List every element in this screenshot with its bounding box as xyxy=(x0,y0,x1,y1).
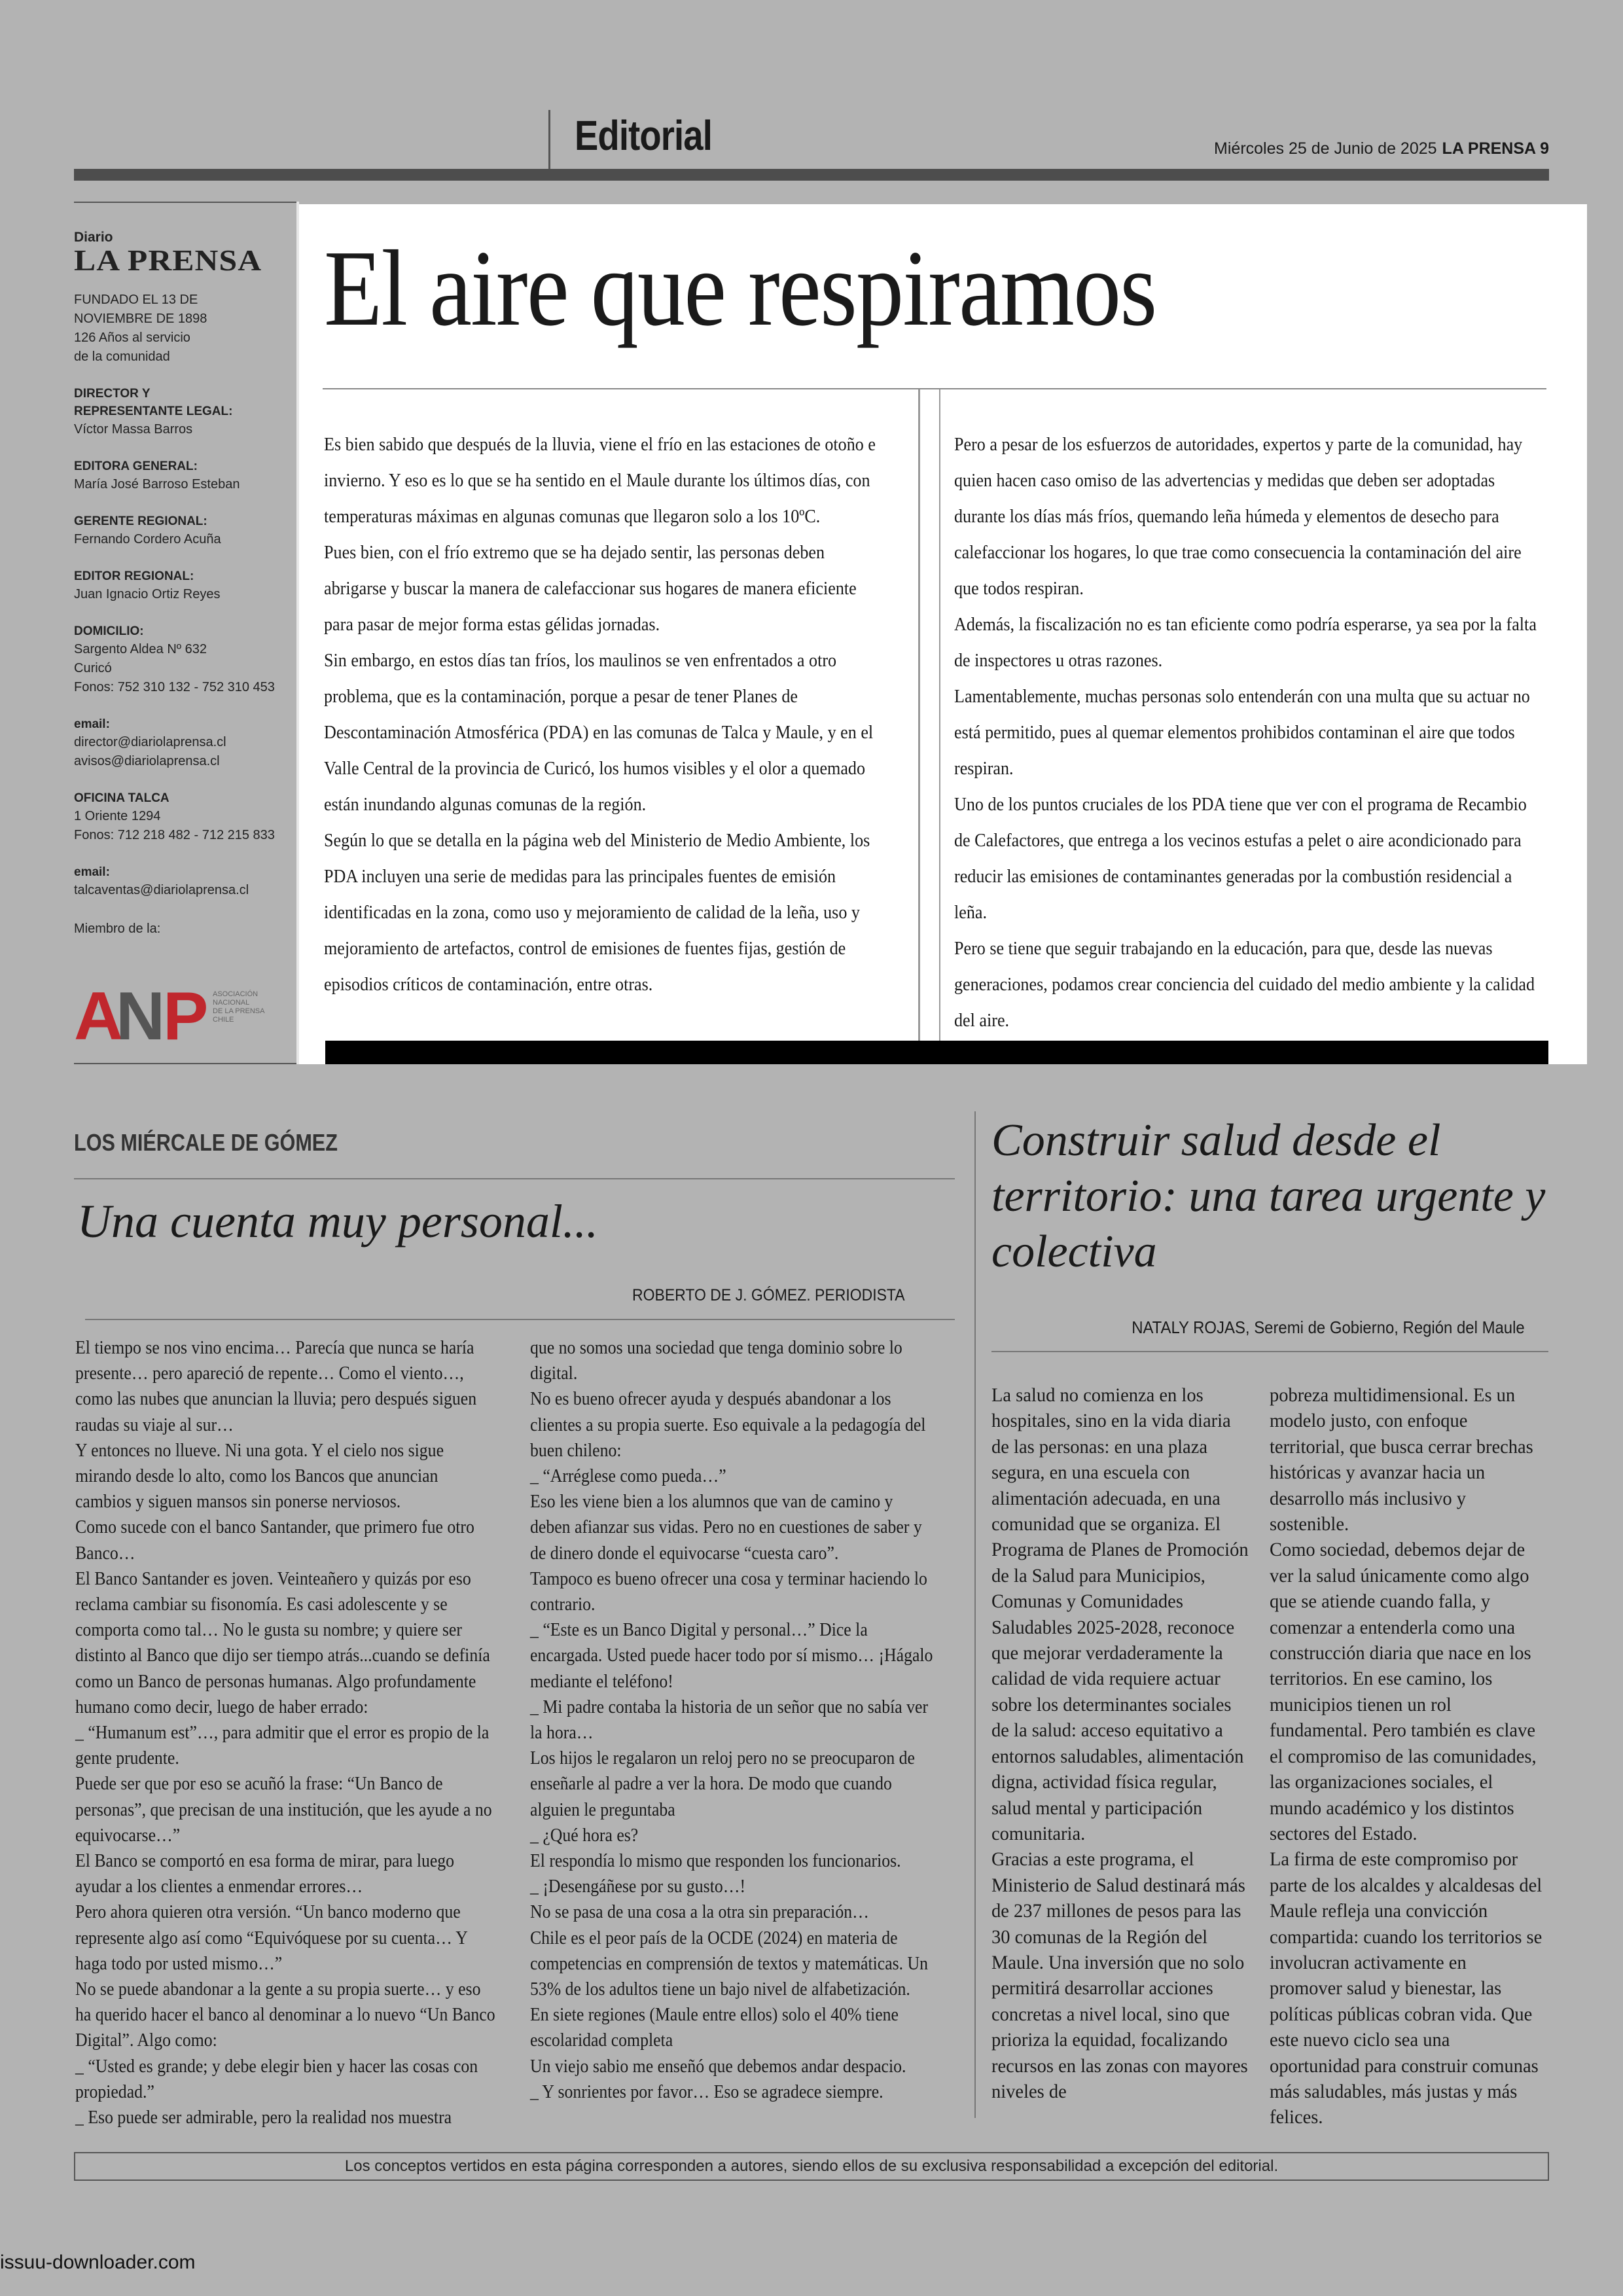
paragraph: Los hijos le regalaron un reloj pero no se preocuparon de enseñarle al padre a ver la hora. De modo que cuando alguien le preguntaba xyxy=(530,1748,915,1820)
staff-label: email: xyxy=(74,717,110,731)
sidebar-top-rule xyxy=(74,202,296,203)
staff-value: director@diariolaprensa.cl avisos@diariolaprensa.cl xyxy=(74,735,226,768)
anp-logo xyxy=(74,980,277,1043)
column-rule xyxy=(74,1178,955,1179)
section-title: Editorial xyxy=(575,112,712,159)
editorial-bottom-bar xyxy=(325,1041,1548,1064)
paragraph: Además, la fiscalización no es tan eficiente como podría esperarse, ya sea por la falta de inspectores u otras razones. xyxy=(954,614,1537,671)
editorial-title: El aire que respiramos xyxy=(324,228,1156,348)
editorial-column-1 xyxy=(324,427,889,1003)
column-title: Una cuenta muy personal... xyxy=(77,1195,598,1247)
paragraph: Pero se tiene que seguir trabajando en la educación, para que, desde las nuevas generaciones, podamos crear conciencia del cuidado del medio ambiente y la calidad del aire. xyxy=(954,938,1535,1031)
column-divider xyxy=(974,1111,976,2118)
paragraph: _ Mi padre contaba la historia de un señor que no sabía ver la hora… xyxy=(530,1696,929,1744)
masthead-brand: LA PRENSA xyxy=(74,243,262,277)
column-rule xyxy=(85,1319,955,1320)
paragraph: _ Eso puede ser admirable, pero la realidad nos muestra xyxy=(75,2108,452,2128)
editorial-title-rule xyxy=(323,388,1546,389)
paragraph: Como sucede con el banco Santander, que primero fue otro Banco… xyxy=(75,1517,474,1564)
paragraph: El tiempo se nos vino encima… Parecía que nunca se haría presente… pero apareció de repente… Como el viento…, como las nubes que anuncian la lluvia; pero después siguen raudas su viaje al sur… xyxy=(75,1338,477,1435)
anp-logo-letter-a: A xyxy=(74,980,124,1043)
anp-logo-letter-p: P xyxy=(163,980,209,1043)
page-number: LA PRENSA 9 xyxy=(1442,139,1549,158)
watermark: issuu-downloader.com xyxy=(0,2251,196,2273)
paragraph: Sin embargo, en estos días tan fríos, los maulinos se ven enfrentados a otro problema, que es la contaminación, porque a pesar de tener Planes de Descontaminación Atmosférica (PDA) en las comunas de Talca y Maule, y en el Valle Central de la provincia de Curicó, los humos visibles y el olor a quemado están inundando algunas comunas de la región. xyxy=(324,650,874,815)
sidebar-bottom-rule xyxy=(74,1063,296,1064)
header-divider xyxy=(548,110,550,174)
paragraph: No es bueno ofrecer ayuda y después abandonar a los clientes a su propia suerte. Eso equivale a la pedagogía del buen chileno: xyxy=(530,1389,926,1461)
opinion-rule xyxy=(991,1351,1548,1352)
svg-text:ASOCIACIÓN: ASOCIACIÓN xyxy=(213,990,259,998)
paragraph: Es bien sabido que después de la lluvia, viene el frío en las estaciones de otoño e invierno. Y eso es lo que se ha sentido en el Maule durante los últimos días, con temperaturas máximas en algunas comunas que llegaron solo a los 10ºC. xyxy=(324,434,876,527)
staff-value: Sargento Aldea Nº 632 Curicó Fonos: 752 310 132 - 752 310 453 xyxy=(74,642,275,694)
svg-text:CHILE: CHILE xyxy=(213,1016,234,1024)
disclaimer: Los conceptos vertidos en esta página corresponden a autores, siendo ellos de su exclusiva responsabilidad a excepción del editorial. xyxy=(74,2152,1549,2181)
column-byline: ROBERTO DE J. GÓMEZ. PERIODISTA xyxy=(632,1286,905,1304)
column-kicker: LOS MIÉRCALE DE GÓMEZ xyxy=(74,1129,338,1156)
staff-label: EDITORA GENERAL: xyxy=(74,459,198,473)
anp-logo-letter-n: N xyxy=(116,980,166,1043)
paragraph: En siete regiones (Maule entre ellos) solo el 40% tiene escolaridad completa xyxy=(530,2005,899,2051)
paragraph: No se pasa de una cosa a la otra sin preparación… xyxy=(530,1902,869,1923)
staff-value: María José Barroso Esteban xyxy=(74,477,240,492)
staff-label: DOMICILIO: xyxy=(74,624,144,638)
paragraph: Puede ser que por eso se acuñó la frase: “Un Banco de personas”, que precisan de una institución, que les ayude a no equivocarse…” xyxy=(75,1774,492,1846)
paragraph: Tampoco es bueno ofrecer una cosa y terminar haciendo lo contrario. xyxy=(530,1568,927,1615)
paragraph: _ “Arréglese como pueda…” xyxy=(530,1466,726,1487)
paragraph: El respondía lo mismo que responden los funcionarios. xyxy=(530,1851,901,1872)
staff-value: 1 Oriente 1294 Fonos: 712 218 482 - 712 215 833 xyxy=(74,809,275,842)
paragraph: _ ¡Desengáñese por su gusto…! xyxy=(530,1876,746,1897)
paragraph: Chile es el peor país de la OCDE (2024) en materia de competencias en comprensión de textos y matemáticas. Un 53% de los adultos tiene un bajo nivel de alfabetización. xyxy=(530,1928,929,2000)
staff-label: DIRECTOR Y REPRESENTANTE LEGAL: xyxy=(74,387,233,418)
anp-logo-text xyxy=(213,990,265,1024)
header-bar xyxy=(74,169,1549,181)
staff-label: EDITOR REGIONAL: xyxy=(74,569,194,583)
paragraph: Gracias a este programa, el Ministerio de Salud destinará más de 237 millones de pesos para las 30 comunas de la Región del Maule. Una inversión que no solo permitirá desarrollar acciones concretas a nivel local, sino que prioriza la equidad, focalizando recursos en las zonas con mayores niveles de xyxy=(991,1848,1248,2102)
staff-label: email: xyxy=(74,865,110,879)
member-of-label: Miembro de la: xyxy=(74,922,161,936)
editorial-column-2 xyxy=(954,427,1543,1039)
opinion-body-2 xyxy=(1270,1382,1543,2130)
masthead-diario: Diario xyxy=(74,230,113,245)
staff-value: talcaventas@diariolaprensa.cl xyxy=(74,883,249,897)
svg-text:DE LA PRENSA: DE LA PRENSA xyxy=(213,1007,265,1015)
staff-value: Víctor Massa Barros xyxy=(74,422,193,437)
opinion-byline: NATALY ROJAS, Seremi de Gobierno, Región del Maule xyxy=(1132,1318,1525,1337)
staff-label: GERENTE REGIONAL: xyxy=(74,514,207,528)
column-body-2 xyxy=(530,1335,933,2105)
staff-list xyxy=(74,385,283,900)
masthead-founded: FUNDADO EL 13 DE NOVIEMBRE DE 1898 126 Años al servicio de la comunidad xyxy=(74,293,207,364)
column-body-1 xyxy=(75,1335,497,2130)
paragraph: Pero ahora quieren otra versión. “Un banco moderno que represente algo así como “Equivóquese por su cuenta… Y haga todo por usted mismo…” xyxy=(75,1902,467,1974)
paragraph: _ Y sonrientes por favor… Eso se agradece siempre. xyxy=(530,2081,883,2102)
staff-label: OFICINA TALCA xyxy=(74,791,169,805)
date-text: Miércoles 25 de Junio de 2025 xyxy=(1214,139,1437,158)
paragraph: Pero a pesar de los esfuerzos de autoridades, expertos y parte de la comunidad, hay quien hacen caso omiso de las advertencias y medidas que deben ser adoptadas durante los días más fríos, quemando leña húmeda y elementos de desecho para calefaccionar los hogares, lo que trae como consecuencia la contaminación del aire que todos respiran. xyxy=(954,434,1523,599)
paragraph: Lamentablemente, muchas personas solo entenderán con una multa que su actuar no está permitido, pues al quemar elementos prohibidos contaminan el aire que todos respiran. xyxy=(954,686,1530,779)
masthead xyxy=(74,230,283,939)
paragraph: No se puede abandonar a la gente a su propia suerte… y eso ha querido hacer el banco al denominar a lo nuevo “Un Banco Digital”. Algo como: xyxy=(75,1979,495,2051)
staff-value: Juan Ignacio Ortiz Reyes xyxy=(74,587,221,601)
paragraph: La salud no comienza en los hospitales, sino en la vida diaria de las personas: en una plaza segura, en una escuela con alimentación adecuada, en una comunidad que se organiza. El Programa de Planes de Promoción de la Salud para Municipios, Comunas y Comunidades Saludables 2025-2028, reconoce que mejorar verdaderamente la calidad de vida requiere actuar sobre los determinantes sociales de la salud: acceso equitativo a entornos saludables, alimentación digna, actividad física regular, salud mental y participación comunitaria. xyxy=(991,1384,1249,1844)
staff-value: Fernando Cordero Acuña xyxy=(74,532,221,547)
paragraph: _ “Humanum est”…, para admitir que el error es propio de la gente prudente. xyxy=(75,1723,490,1769)
paragraph: que no somos una sociedad que tenga dominio sobre lo digital. xyxy=(530,1338,902,1384)
dateline xyxy=(1214,139,1549,158)
paragraph: El Banco Santander es joven. Veinteañero y quizás por eso reclama cambiar su fisonomía. Es casi adolescente y se comporta como tal… No le gusta su nombre; y quiere ser distinto al Banco que dijo ser tiempo atrás...cuando se definía como un Banco de personas humanas. Algo profundamente humano como decir, luego de haber errado: xyxy=(75,1568,490,1717)
paragraph: Uno de los puntos cruciales de los PDA tiene que ver con el programa de Recambio de Calefactores, que entrega a los vecinos estufas a pelet o aire acondicionado para reducir las emisiones de contaminantes generadas por la combustión residencial a leña. xyxy=(954,794,1527,923)
editorial-column-divider xyxy=(939,389,940,1041)
paragraph: El Banco se comportó en esa forma de mirar, para luego ayudar a los clientes a enmendar errores… xyxy=(75,1851,455,1897)
paragraph: La firma de este compromiso por parte de los alcaldes y alcaldesas del Maule refleja una convicción compartida: cuando los territorios se involucran activamente en promover salud y bienestar, las políticas públicas cobran vida. Que este nuevo ciclo sea una oportunidad para construir comunas más saludables, más justas y más felices. xyxy=(1270,1848,1543,2128)
paragraph: _ ¿Qué hora es? xyxy=(530,1825,639,1846)
paragraph: _ “Usted es grande; y debe elegir bien y hacer las cosas con propiedad.” xyxy=(75,2056,478,2102)
paragraph: Como sociedad, debemos dejar de ver la salud únicamente como algo que se atiende cuando falla, y comenzar a entenderla como una construcción diaria que nace en los territorios. En ese camino, los municipios tienen un rol fundamental. Pero también es clave el compromiso de las comunidades, las organizaciones sociales, el mundo académico y los distintos sectores del Estado. xyxy=(1270,1539,1537,1844)
editorial-column-divider xyxy=(918,389,920,1041)
opinion-title: Construir salud desde el territorio: una tarea urgente y colectiva xyxy=(991,1115,1546,1277)
paragraph: _ “Este es un Banco Digital y personal…” Dice la encargada. Usted puede hacer todo por sí mismo… ¡Hágalo mediante el teléfono! xyxy=(530,1620,933,1692)
paragraph: Un viejo sabio me enseñó que debemos andar despacio. xyxy=(530,2056,906,2077)
opinion-body-1 xyxy=(991,1382,1253,2104)
paragraph: Eso les viene bien a los alumnos que van de camino y deben afianzar sus vidas. Pero no en cuestiones de saber y de dinero donde el equivocarse “cuesta caro”. xyxy=(530,1492,922,1564)
paragraph: Según lo que se detalla en la página web del Ministerio de Medio Ambiente, los PDA incluyen una serie de medidas para las principales fuentes de emisión identificadas en la zona, como uso y mejoramiento de calidad de la leña, uso y mejoramiento de artefactos, control de emisiones de fuentes fijas, gestión de episodios críticos de contaminación, entre otras. xyxy=(324,830,870,995)
svg-text:NACIONAL: NACIONAL xyxy=(213,999,250,1007)
paragraph: Y entonces no llueve. Ni una gota. Y el cielo nos sigue mirando desde lo alto, como los Bancos que anuncian cambios y siguen mansos sin ponerse nerviosos. xyxy=(75,1440,444,1513)
paragraph: pobreza multidimensional. Es un modelo justo, con enfoque territorial, que busca cerrar brechas históricas y avanzar hacia un desarrollo más inclusivo y sostenible. xyxy=(1270,1384,1533,1535)
paragraph: Pues bien, con el frío extremo que se ha dejado sentir, las personas deben abrigarse y buscar la manera de calefaccionar sus hogares de manera eficiente para pasar de mejor forma estas gélidas jornadas. xyxy=(324,542,857,635)
